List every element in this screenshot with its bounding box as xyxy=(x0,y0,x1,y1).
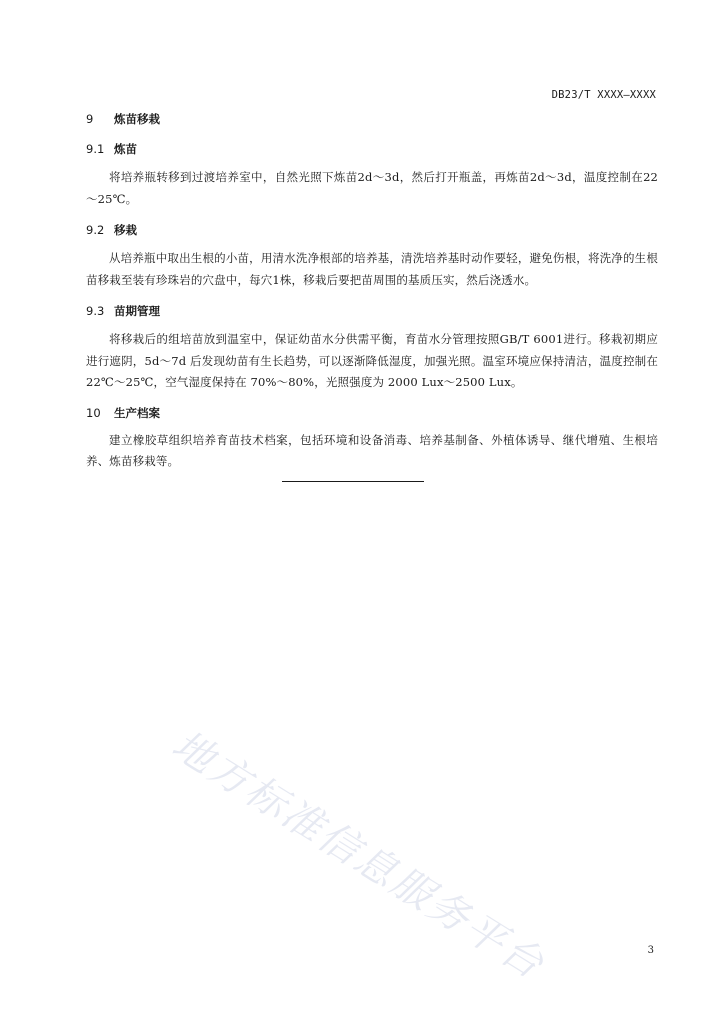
section-number: 10 xyxy=(86,405,101,420)
section-9-1-heading xyxy=(86,140,658,158)
section-9-1-paragraph: 将培养瓶转移到过渡培养室中，自然光照下炼苗2d～3d，然后打开瓶盖，再炼苗2d～3d，温度控制在22～25℃。 xyxy=(86,170,658,206)
watermark: 地方标准信息服务平台 xyxy=(163,721,553,989)
section-title: 移栽 xyxy=(114,223,137,237)
section-9-3-heading xyxy=(86,302,658,320)
section-title: 炼苗 xyxy=(114,142,137,156)
section-10-paragraph: 建立橡胶草组织培养育苗技术档案，包括环境和设备消毒、培养基制备、外植体诱导、继代增殖、生根培养、炼苗移栽等。 xyxy=(86,432,658,468)
document-code: DB23/T XXXX—XXXX xyxy=(551,89,656,101)
section-9-2-heading xyxy=(86,221,658,239)
section-9-heading xyxy=(86,110,658,128)
section-9-3-paragraph: 将移栽后的组培苗放到温室中，保证幼苗水分供需平衡，育苗水分管理按照GB/T 6001进行。移栽初期应进行遮阴，5d～7d 后发现幼苗有生长趋势，可以逐渐降低湿度，加强光照。温室环境应保持清洁，温度控制在 22℃～25℃，空气湿度保持在 70%～80%，光照强度为 2000 Lux～2500 Lux。 xyxy=(86,332,658,389)
section-number: 9 xyxy=(86,112,94,126)
end-of-text-rule xyxy=(282,481,424,482)
section-number: 9.2 xyxy=(86,223,105,237)
section-title: 炼苗移栽 xyxy=(114,112,160,126)
section-number: 9.1 xyxy=(86,142,105,156)
page-number: 3 xyxy=(647,945,654,956)
section-title: 生产档案 xyxy=(114,405,160,420)
section-number: 9.3 xyxy=(86,304,105,318)
section-title: 苗期管理 xyxy=(114,304,160,318)
document-body xyxy=(86,110,658,473)
section-9-2-paragraph: 从培养瓶中取出生根的小苗，用清水洗净根部的培养基，清洗培养基时动作要轻，避免伤根，将洗净的生根苗移栽至装有珍珠岩的穴盘中，每穴1株，移栽后要把苗周围的基质压实，然后浇透水。 xyxy=(86,251,658,287)
section-10-heading xyxy=(86,404,658,422)
